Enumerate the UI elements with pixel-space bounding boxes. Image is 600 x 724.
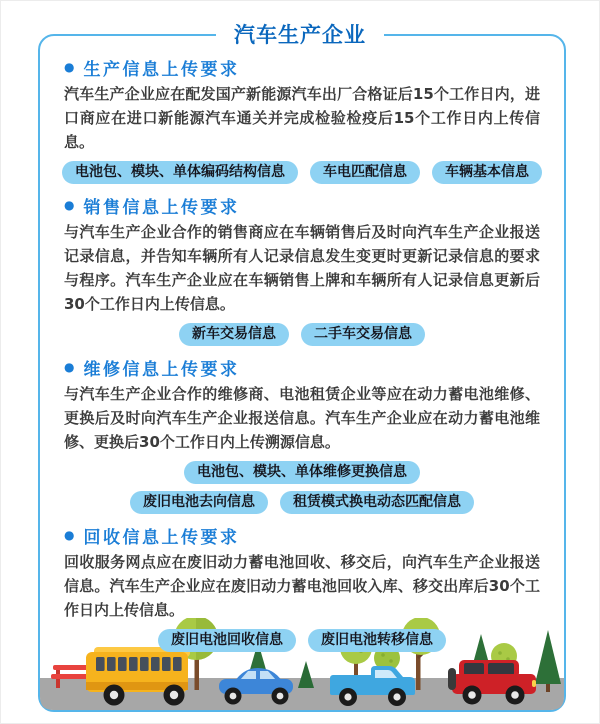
- pill-row: [64, 161, 540, 184]
- section-2: [64, 194, 540, 346]
- page-title: 汽车生产企业: [216, 19, 384, 49]
- pill-row: [64, 323, 540, 346]
- section-heading: 销售信息上传要求: [83, 197, 240, 218]
- info-tag: 新车交易信息: [179, 323, 289, 346]
- bullet-icon: ●: [64, 198, 75, 212]
- info-tag: 废旧电池转移信息: [308, 629, 446, 652]
- section-body: 回收服务网点应在废旧动力蓄电池回收、移交后，向汽车生产企业报送信息。汽车生产企业应在废旧动力蓄电池回收入库、移交出库后30个工作日内上传信息。: [64, 553, 540, 619]
- info-tag: 车电匹配信息: [310, 161, 420, 184]
- info-tag: 废旧电池回收信息: [158, 629, 296, 652]
- section-heading-row: [64, 356, 540, 378]
- section-3: [64, 356, 540, 514]
- info-tag: 车辆基本信息: [432, 161, 542, 184]
- title-band: [1, 19, 599, 49]
- pill-row: [64, 461, 540, 484]
- section-heading-row: [64, 56, 540, 78]
- bullet-icon: ●: [64, 528, 75, 542]
- section-heading-row: [64, 524, 540, 546]
- bullet-icon: ●: [64, 60, 75, 74]
- sections-container: [40, 36, 564, 652]
- section-body: 与汽车生产企业合作的维修商、电池租赁企业等应在动力蓄电池维修、更换后及时向汽车生产企业报送信息。汽车生产企业应在动力蓄电池维修、更换后30个工作日内上传溯源信息。: [64, 385, 540, 451]
- section-heading: 回收信息上传要求: [83, 527, 240, 548]
- section-heading-row: [64, 194, 540, 216]
- info-tag: 电池包、模块、单体维修更换信息: [184, 461, 420, 484]
- section-4: [64, 524, 540, 652]
- section-heading: 维修信息上传要求: [83, 359, 240, 380]
- info-tag: 租赁模式换电动态匹配信息: [280, 491, 474, 514]
- content-frame: [38, 34, 566, 712]
- section-body: 与汽车生产企业合作的销售商应在车辆销售后及时向汽车生产企业报送记录信息，并告知车辆所有人记录信息发生变更时更新记录信息的要求与程序。汽车生产企业应在车辆销售上牌和车辆所有人记录信息更新后30个工作日内上传信息。: [64, 223, 540, 313]
- section-body: 汽车生产企业应在配发国产新能源汽车出厂合格证后15个工作日内，进口商应在进口新能源汽车通关并完成检验检疫后15个工作日内上传信息。: [64, 85, 540, 151]
- pill-row: [64, 629, 540, 652]
- info-tag: 废旧电池去向信息: [130, 491, 268, 514]
- pine-tree-icon: [298, 661, 314, 688]
- section-heading: 生产信息上传要求: [83, 59, 240, 80]
- section-1: [64, 56, 540, 184]
- pill-row: [64, 491, 540, 514]
- info-tag: 二手车交易信息: [301, 323, 425, 346]
- bullet-icon: ●: [64, 360, 75, 374]
- info-tag: 电池包、模块、单体编码结构信息: [62, 161, 298, 184]
